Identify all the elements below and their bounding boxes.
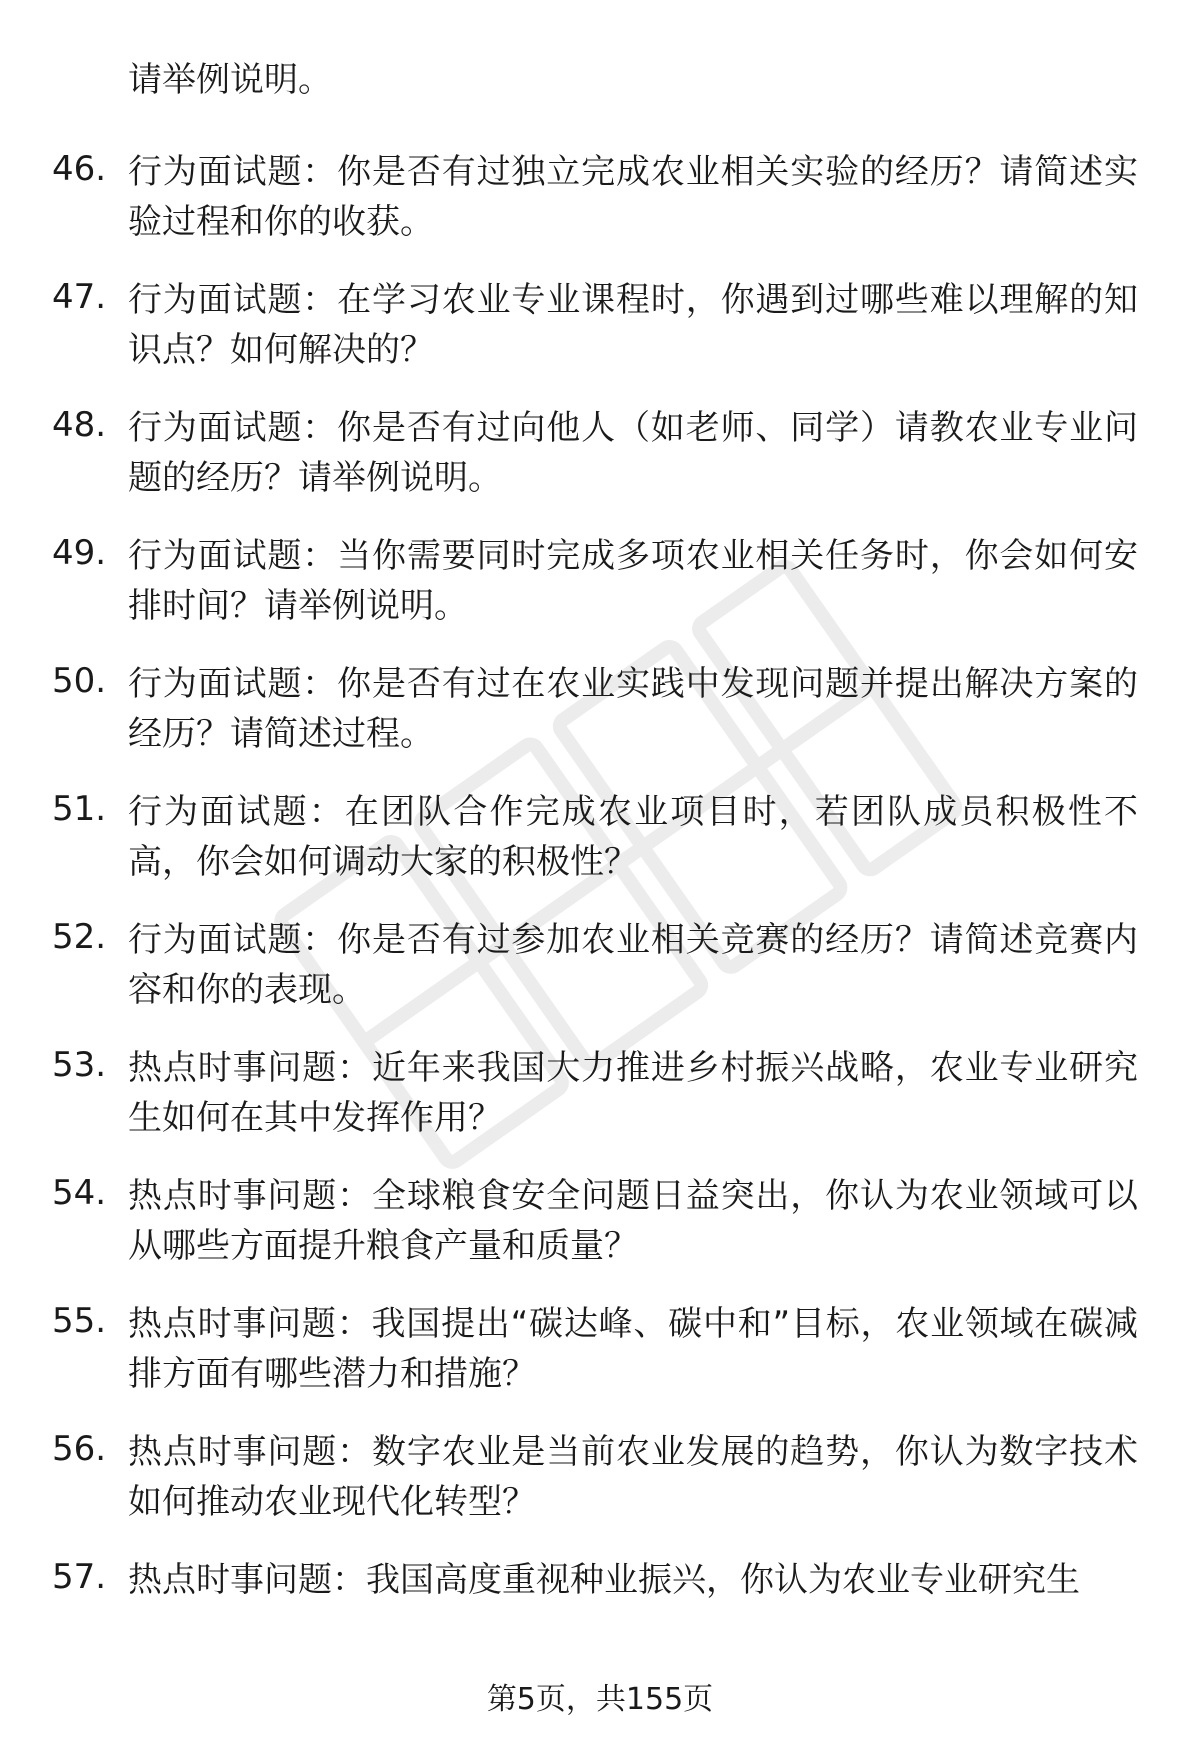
question-number: 57.	[52, 1557, 107, 1597]
question-number: 56.	[52, 1429, 107, 1469]
list-item	[0, 275, 1200, 403]
list-item	[0, 1171, 1200, 1299]
list-item	[0, 787, 1200, 915]
question-text: 行为面试题：你是否有过向他人（如老师、同学）请教农业专业问题的经历？请举例说明。	[128, 408, 1138, 498]
question-text: 行为面试题：你是否有过在农业实践中发现问题并提出解决方案的经历？请简述过程。	[128, 664, 1138, 754]
question-text: 行为面试题：你是否有过参加农业相关竞赛的经历？请简述竞赛内容和你的表现。	[128, 920, 1138, 1010]
question-text: 热点时事问题：数字农业是当前农业发展的趋势，你认为数字技术如何推动农业现代化转型？	[128, 1432, 1138, 1522]
list-item	[0, 1299, 1200, 1427]
question-text: 行为面试题：在团队合作完成农业项目时，若团队成员积极性不高，你会如何调动大家的积极性？	[128, 792, 1138, 882]
question-text: 热点时事问题：近年来我国大力推进乡村振兴战略，农业专业研究生如何在其中发挥作用？	[128, 1048, 1138, 1138]
question-number: 47.	[52, 277, 107, 317]
question-number: 55.	[52, 1301, 107, 1341]
list-item	[0, 1555, 1200, 1683]
list-item	[0, 147, 1200, 275]
question-text: 行为面试题：当你需要同时完成多项农业相关任务时，你会如何安排时间？请举例说明。	[128, 536, 1138, 626]
question-number: 54.	[52, 1173, 107, 1213]
question-text: 热点时事问题：全球粮食安全问题日益突出，你认为农业领域可以从哪些方面提升粮食产量和质量？	[128, 1176, 1138, 1266]
question-text: 行为面试题：你是否有过独立完成农业相关实验的经历？请简述实验过程和你的收获。	[128, 152, 1138, 242]
question-number: 48.	[52, 405, 107, 445]
continuation-text: 请举例说明。	[128, 60, 332, 100]
question-number: 50.	[52, 661, 107, 701]
question-number: 46.	[52, 149, 107, 189]
question-number: 53.	[52, 1045, 107, 1085]
list-item	[0, 1043, 1200, 1171]
list-item	[0, 915, 1200, 1043]
question-text: 热点时事问题：我国高度重视种业振兴，你认为农业专业研究生	[128, 1560, 1080, 1600]
list-item	[0, 1427, 1200, 1555]
page-footer: 第5页，共155页	[486, 1682, 714, 1717]
question-number: 52.	[52, 917, 107, 957]
question-list	[0, 147, 1200, 1683]
question-text: 热点时事问题：我国提出“碳达峰、碳中和”目标，农业领域在碳减排方面有哪些潜力和措施？	[128, 1304, 1138, 1394]
question-number: 51.	[52, 789, 107, 829]
question-text: 行为面试题：在学习农业专业课程时，你遇到过哪些难以理解的知识点？如何解决的？	[128, 280, 1138, 370]
list-item	[0, 403, 1200, 531]
list-item	[0, 659, 1200, 787]
list-item	[0, 531, 1200, 659]
question-number: 49.	[52, 533, 107, 573]
